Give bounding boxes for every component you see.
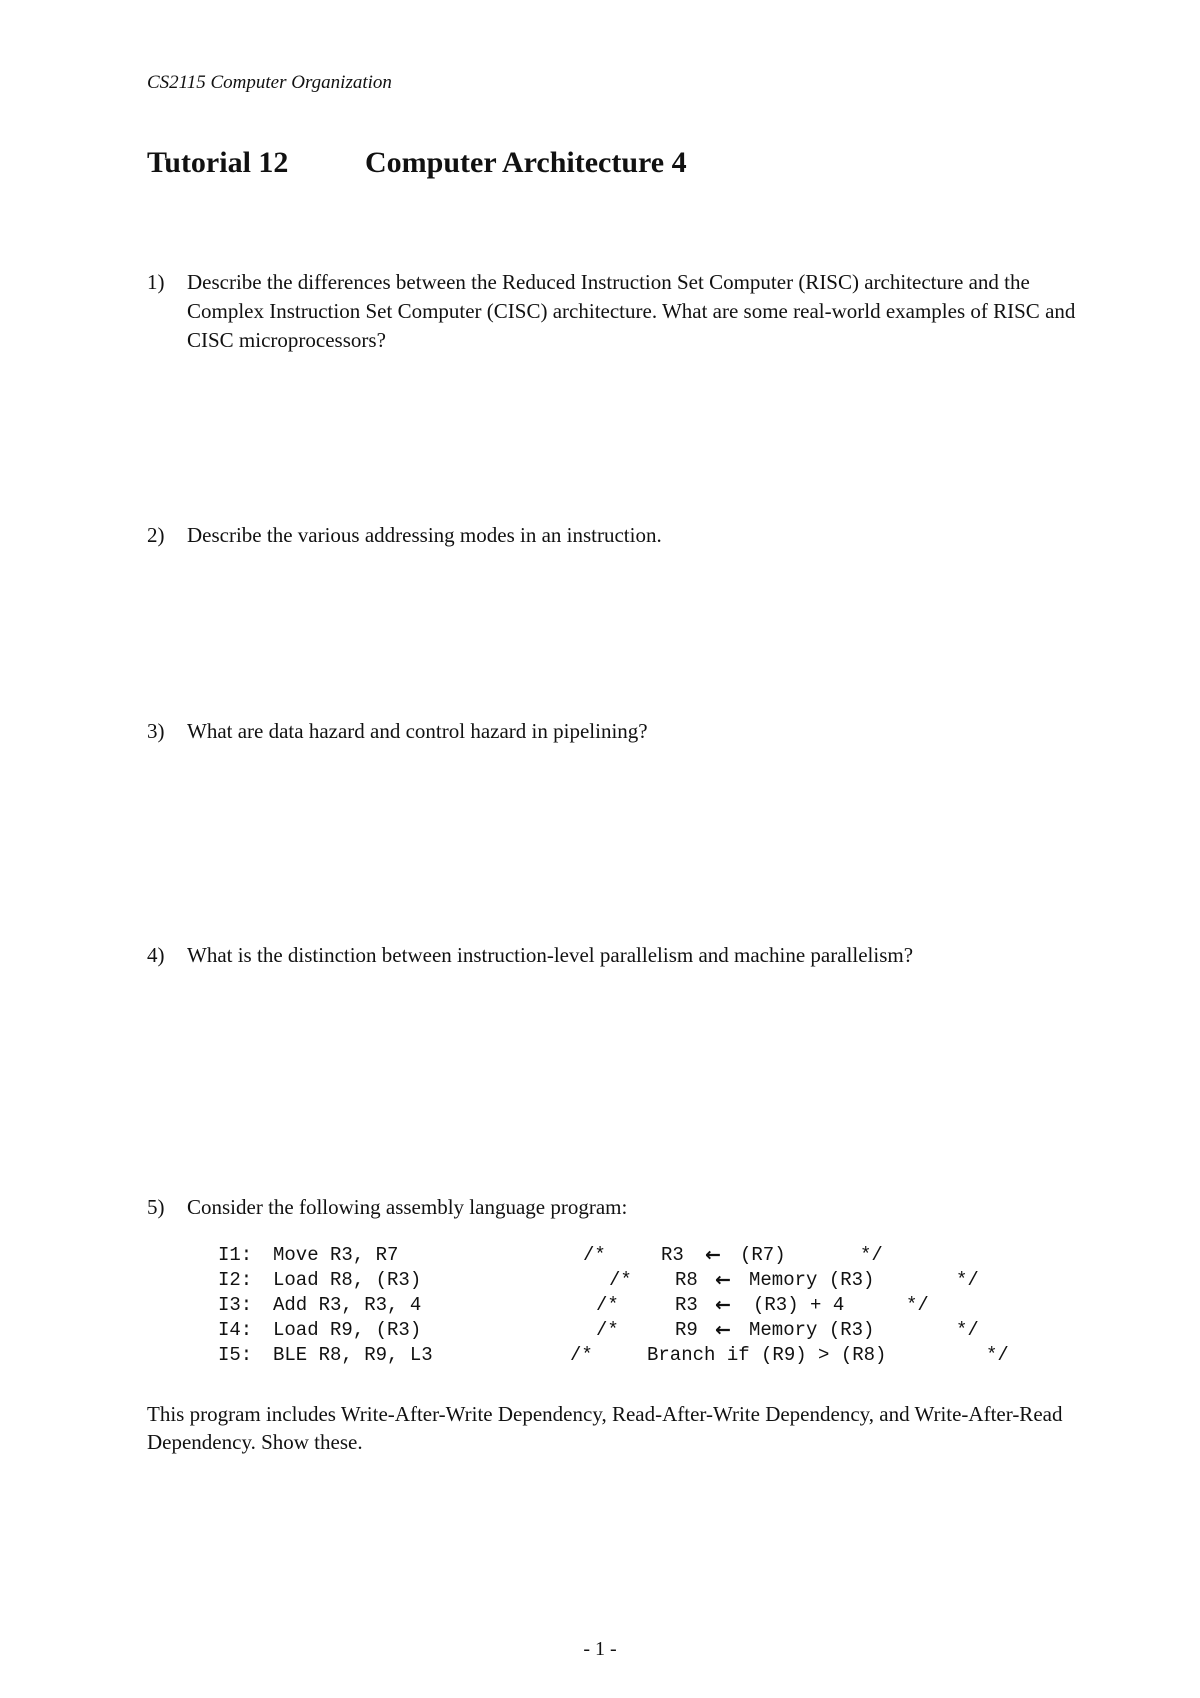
comment-open: /*	[596, 1319, 619, 1341]
comment-open: /*	[570, 1344, 593, 1366]
comment-expression: (R7)	[740, 1244, 786, 1266]
assign-arrow-icon: ←	[715, 1294, 731, 1316]
question-3	[147, 717, 1077, 746]
question-text: What are data hazard and control hazard in pipelining?	[187, 719, 648, 743]
assign-arrow-icon: ←	[705, 1244, 721, 1266]
code-line	[218, 1243, 883, 1268]
dest-register: R8	[675, 1269, 698, 1291]
comment-close: */	[906, 1294, 929, 1316]
code-line	[218, 1343, 1009, 1368]
course-header: CS2115 Computer Organization	[147, 72, 392, 93]
dependency-paragraph: This program includes Write-After-Write Dependency, Read-After-Write Dependency, and Write-After-Read Dependency. Show these.	[147, 1402, 1063, 1454]
question-text: Consider the following assembly language program:	[187, 1195, 628, 1219]
tutorial-number: Tutorial 12	[147, 146, 289, 179]
instruction-label: I1:	[218, 1244, 253, 1266]
comment-close: */	[956, 1319, 979, 1341]
page-title	[147, 146, 687, 180]
instruction-label: I5:	[218, 1344, 253, 1366]
tutorial-topic: Computer Architecture 4	[365, 146, 687, 179]
assign-arrow-icon: ←	[715, 1319, 731, 1341]
assembly-code-block	[218, 1243, 1009, 1368]
question-1	[147, 268, 1077, 355]
question-number: 1)	[147, 270, 165, 294]
instruction: Move R3, R7	[273, 1244, 399, 1266]
instruction-label: I2:	[218, 1269, 253, 1291]
comment-close: */	[986, 1344, 1009, 1366]
instruction: Add R3, R3, 4	[273, 1294, 422, 1316]
question-number: 2)	[147, 523, 165, 547]
instruction: BLE R8, R9, L3	[273, 1344, 433, 1366]
comment-expression: Memory (R3)	[749, 1269, 875, 1291]
assign-arrow-icon: ←	[715, 1269, 731, 1291]
question-4	[147, 941, 1077, 970]
comment-expression: Branch if (R9) > (R8)	[647, 1344, 887, 1366]
instruction: Load R9, (R3)	[273, 1319, 422, 1341]
dest-register: R9	[675, 1319, 698, 1341]
question-number: 4)	[147, 943, 165, 967]
question-text: What is the distinction between instruction-level parallelism and machine parallelism?	[187, 943, 914, 967]
dest-register: R3	[675, 1294, 698, 1316]
question-5	[147, 1193, 1077, 1222]
dest-register: R3	[661, 1244, 684, 1266]
instruction-label: I3:	[218, 1294, 253, 1316]
question-text: Describe the differences between the Reduced Instruction Set Computer (RISC) architecture and the Complex Instruction Set Computer (CISC) architecture. What are some real-world examples of RISC and CISC microprocessors?	[187, 270, 1076, 352]
code-line	[218, 1318, 979, 1343]
code-line	[218, 1268, 979, 1293]
comment-open: /*	[596, 1294, 619, 1316]
question-number: 5)	[147, 1195, 165, 1219]
instruction: Load R8, (R3)	[273, 1269, 422, 1291]
comment-open: /*	[609, 1269, 632, 1291]
instruction-label: I4:	[218, 1319, 253, 1341]
question-text: Describe the various addressing modes in an instruction.	[187, 523, 662, 547]
comment-expression: Memory (R3)	[749, 1319, 875, 1341]
comment-open: /*	[583, 1244, 606, 1266]
comment-close: */	[860, 1244, 883, 1266]
comment-close: */	[956, 1269, 979, 1291]
code-line	[218, 1293, 929, 1318]
question-2	[147, 521, 1077, 550]
page-number: - 1 -	[583, 1638, 617, 1660]
question-number: 3)	[147, 719, 165, 743]
comment-expression: (R3) + 4	[753, 1294, 845, 1316]
